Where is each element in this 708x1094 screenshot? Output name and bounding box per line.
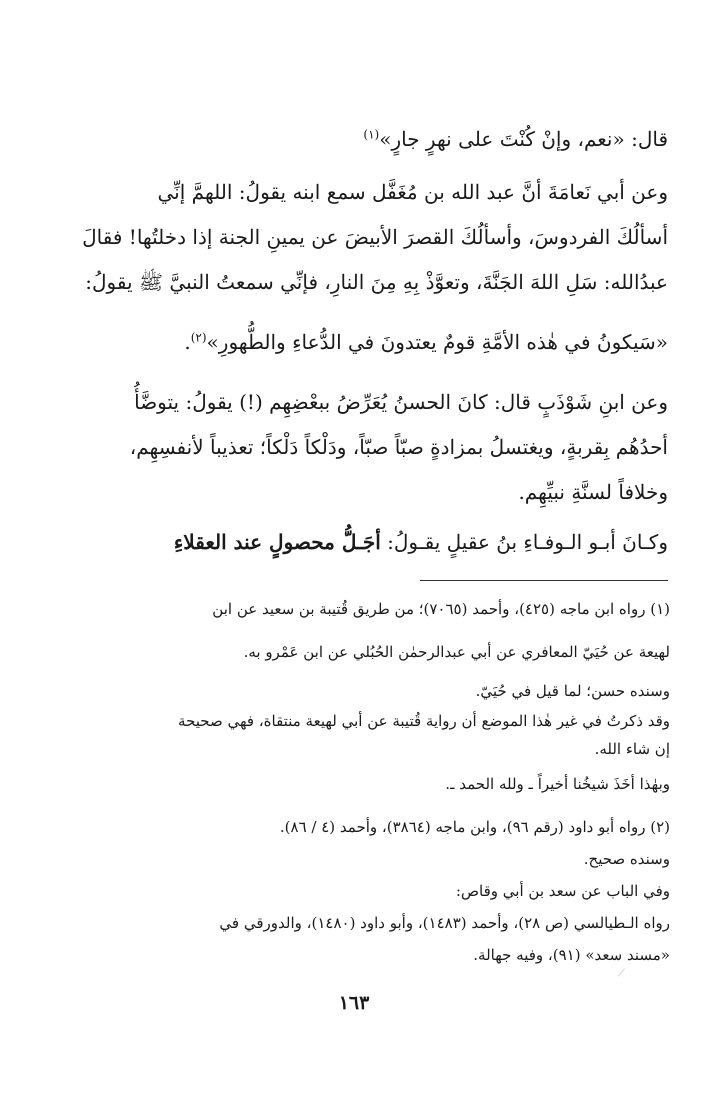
footnote-line-7: (٢) رواه أبو داود (رقم ٩٦)، وابن ماجه (٣٨٦٤)، وأحمد (٤ / ٨٦). xyxy=(279,818,670,836)
footnote-line-3: وسنده حسن؛ لما قيل في حُيَيّ. xyxy=(475,682,670,700)
body-line-3: أسألُكَ الفردوسَ، وأسألُكَ القصرَ الأبيضَ عن يمينِ الجنة إذا دخلتُها! فقالَ xyxy=(82,225,668,249)
scan-mark xyxy=(618,968,631,981)
footnote-line-11: «مسند سعد» (٩١)، وفيه جهالة. xyxy=(473,946,670,964)
page-number: ١٦٣ xyxy=(338,992,370,1014)
body-line-9 xyxy=(38,528,668,556)
footnote-line-5: إن شاء الله. xyxy=(594,740,670,758)
body-line-5-tail: . xyxy=(184,330,191,354)
body-line-1-text: قال: «نعم، وإنْ كُنْتَ على نهرٍ جارٍ» xyxy=(379,127,668,151)
body-line-2: وعن أبي نَعامَةَ أنَّ عبد الله بن مُغَفَّل سمع ابنه يقولُ: اللهمَّ إنِّي xyxy=(157,180,668,204)
body-line-7: أحدُهُم بِقربةٍ، ويغتسلُ بمزادةٍ صبّاً صبّاً، ودَلْكاً دَلْكاً؛ تعذيباً لأنفسِهِم، xyxy=(129,435,668,459)
footnote-line-8: وسنده صحيح. xyxy=(583,850,670,868)
footnote-line-10: رواه الـطيالسي (ص ٢٨)، وأحمد (١٤٨٣)، وأبو داود (١٤٨٠)، والدورقي في xyxy=(219,914,670,932)
body-line-9-text: وكـانَ أبـو الـوفـاءِ بنُ عقيلٍ يقـولُ: xyxy=(387,530,668,554)
footnote-line-2: لهيعة عن حُيَيّ المعافري عن أبي عبدالرحمٰن الحُبُلي عن ابن عَمْرو به. xyxy=(243,643,670,661)
body-line-4: عبدُالله: سَلِ اللهَ الجَنَّةَ، وتعوَّذْ بِهِ مِنَ النارِ، فإنِّي سمعتُ النبيَّ ﷺ يقولُ: xyxy=(85,270,668,294)
footnote-line-4: وقد ذكرتُ في غير هٰذا الموضع أن رواية قُتيبة عن أبي لهيعة منتقاة، فهي صحيحة xyxy=(178,712,670,730)
footnote-ref-2[interactable]: (٢) xyxy=(190,330,207,345)
footnote-line-6: وبهٰذا أخَذَ شيخُنا أخيراً ـ ولله الحمد ـ. xyxy=(445,775,670,793)
body-line-5 xyxy=(38,328,668,356)
body-line-8: وخلافاً لسنَّةِ نبيِّهِم. xyxy=(518,480,668,504)
footnote-divider xyxy=(420,580,668,581)
footnote-ref-1[interactable]: (١) xyxy=(363,127,380,142)
body-line-6: وعن ابنِ شَوْذَبٍ قال: كانَ الحسنُ يُعَرِّضُ ببعْضِهِم (!) يقولُ: يتوضَّأُ xyxy=(134,390,668,414)
body-line-1 xyxy=(38,125,668,153)
footnote-line-9: وفي الباب عن سعد بن أبي وقاص: xyxy=(455,882,670,900)
body-line-9-bold: أجَـلُّ محصولٍ عند العقلاءِ xyxy=(173,530,381,554)
footnote-line-1: (١) رواه ابن ماجه (٤٢٥)، وأحمد (٧٠٦٥)؛ من طريق قُتيبة بن سعيد عن ابن xyxy=(212,600,670,618)
body-line-5-text: «سَيكونُ في هٰذه الأمَّةِ قومٌ يعتدونَ في الدُّعاءِ والطُّهورِ» xyxy=(206,330,668,354)
